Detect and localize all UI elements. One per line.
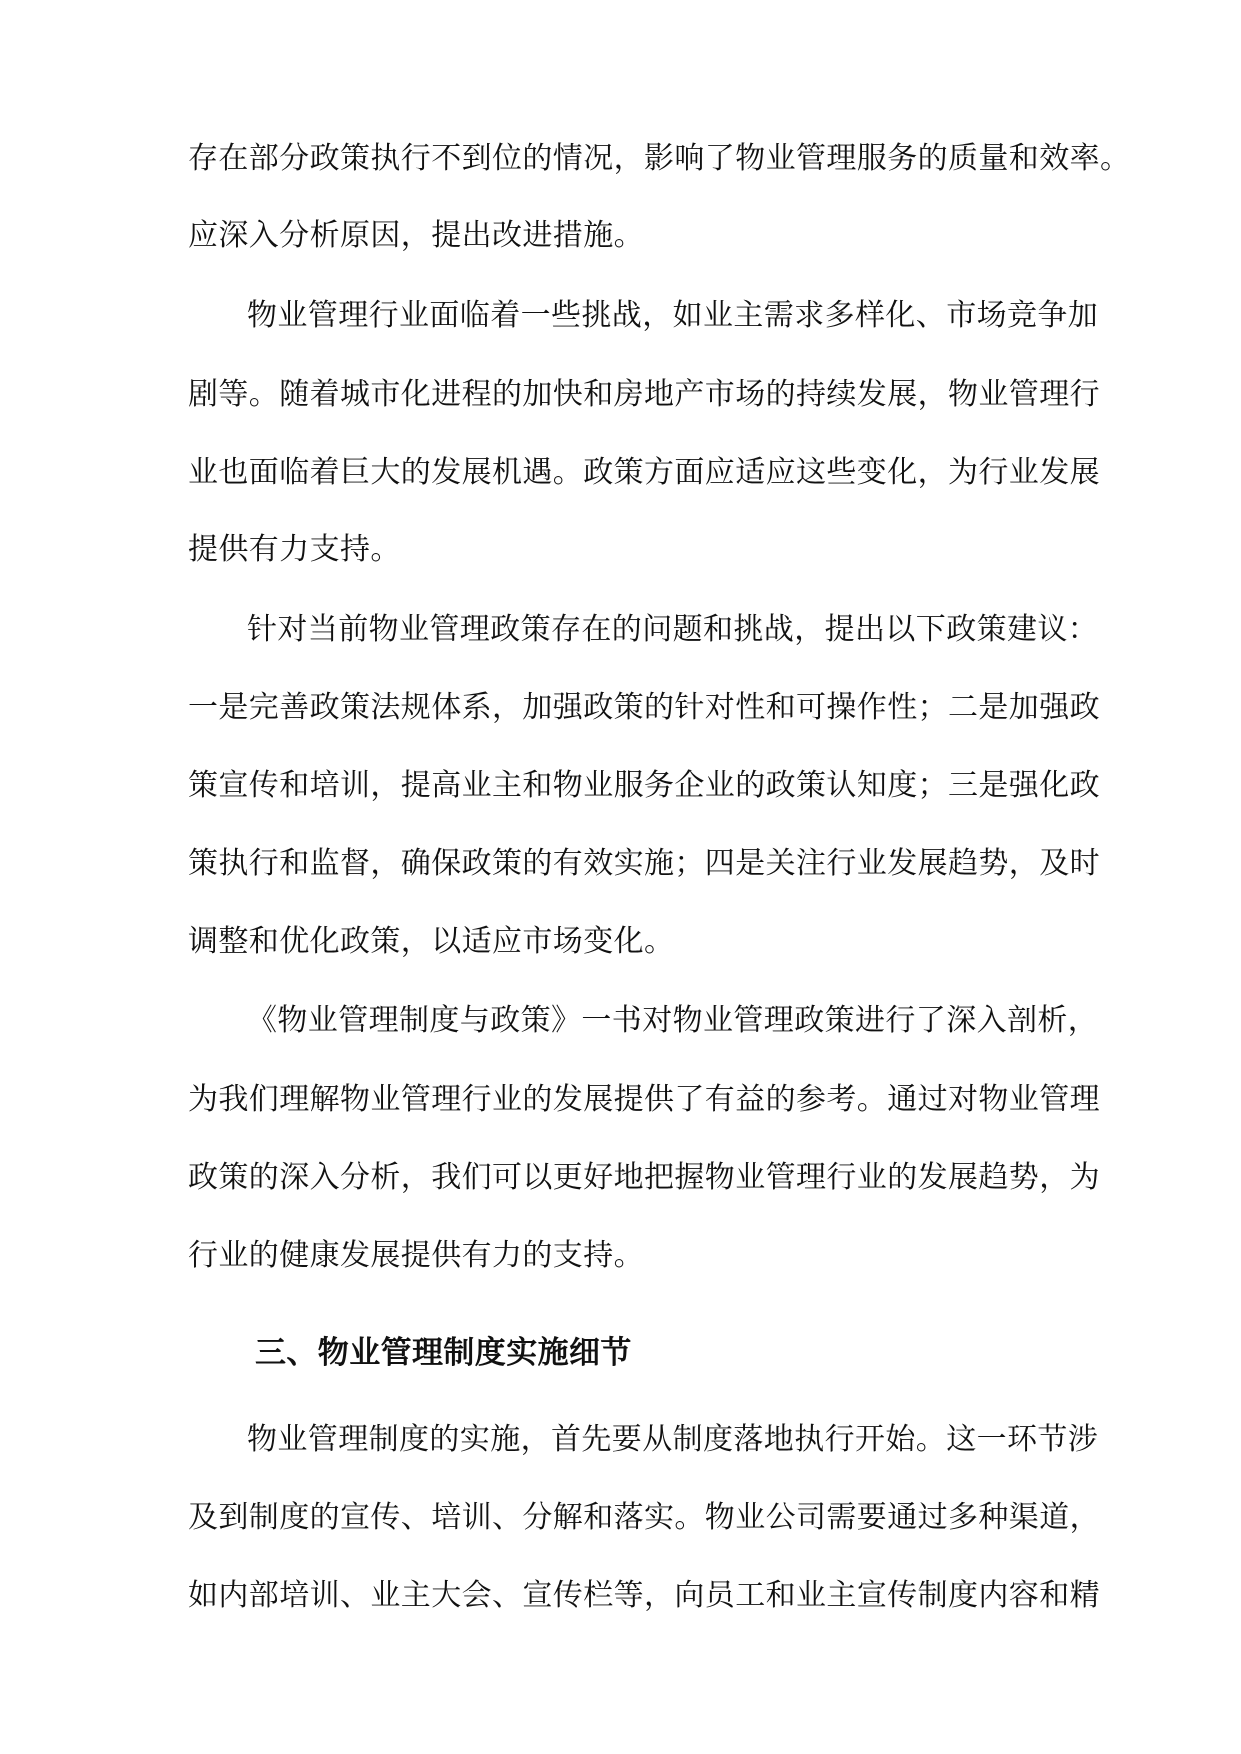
paragraph-3-line-4: 策执行和监督，确保政策的有效实施；四是关注行业发展趋势，及时 bbox=[188, 846, 1100, 881]
paragraph-1-line-2: 应深入分析原因，提出改进措施。 bbox=[188, 218, 644, 253]
paragraph-4-line-4: 行业的健康发展提供有力的支持。 bbox=[188, 1238, 644, 1273]
paragraph-1-line-1: 存在部分政策执行不到位的情况，影响了物业管理服务的质量和效率。 bbox=[188, 141, 1131, 176]
paragraph-2-line-2: 剧等。随着城市化进程的加快和房地产市场的持续发展，物业管理行 bbox=[188, 377, 1100, 412]
paragraph-3-line-3: 策宣传和培训，提高业主和物业服务企业的政策认知度；三是强化政 bbox=[188, 768, 1100, 803]
paragraph-2-line-4: 提供有力支持。 bbox=[188, 532, 401, 567]
paragraph-4-line-2: 为我们理解物业管理行业的发展提供了有益的参考。通过对物业管理 bbox=[188, 1082, 1100, 1117]
paragraph-3-line-5: 调整和优化政策，以适应市场变化。 bbox=[188, 924, 675, 959]
paragraph-2-line-1: 物业管理行业面临着一些挑战，如业主需求多样化、市场竞争加 bbox=[247, 298, 1099, 333]
paragraph-4-line-1: 《物业管理制度与政策》一书对物业管理政策进行了深入剖析， bbox=[247, 1003, 1099, 1038]
paragraph-4-line-3: 政策的深入分析，我们可以更好地把握物业管理行业的发展趋势，为 bbox=[188, 1160, 1100, 1195]
section-heading: 三、物业管理制度实施细节 bbox=[255, 1335, 632, 1371]
section-paragraph-line-3: 如内部培训、业主大会、宣传栏等，向员工和业主宣传制度内容和精 bbox=[188, 1578, 1100, 1613]
paragraph-2-line-3: 业也面临着巨大的发展机遇。政策方面应适应这些变化，为行业发展 bbox=[188, 455, 1100, 490]
paragraph-3-line-1: 针对当前物业管理政策存在的问题和挑战，提出以下政策建议： bbox=[247, 612, 1099, 647]
paragraph-3-line-2: 一是完善政策法规体系，加强政策的针对性和可操作性；二是加强政 bbox=[188, 690, 1100, 725]
section-paragraph-line-1: 物业管理制度的实施，首先要从制度落地执行开始。这一环节涉 bbox=[247, 1422, 1099, 1457]
section-paragraph-line-2: 及到制度的宣传、培训、分解和落实。物业公司需要通过多种渠道， bbox=[188, 1500, 1100, 1535]
